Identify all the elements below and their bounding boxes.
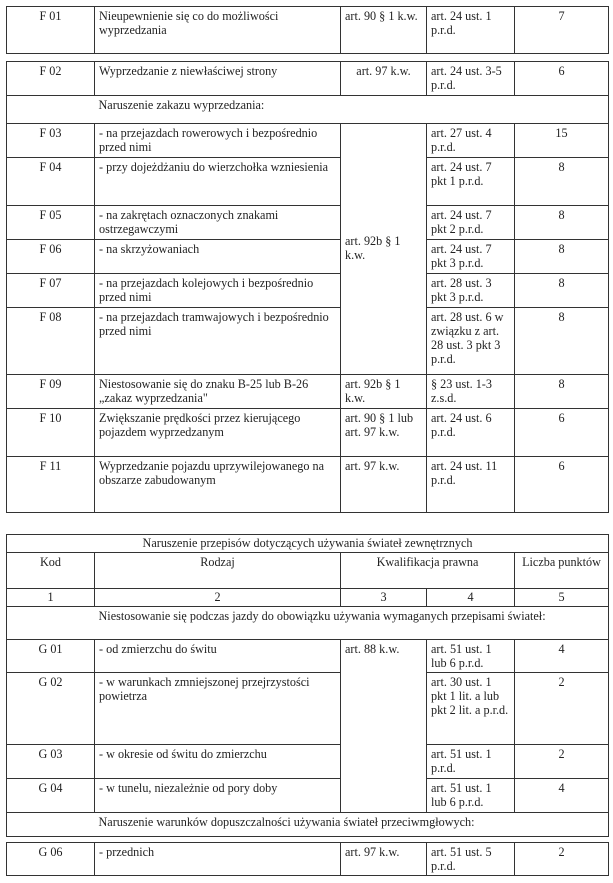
code-cell: F 11 bbox=[7, 457, 95, 513]
code-cell: F 03 bbox=[7, 124, 95, 158]
table-title: Naruszenie przepisów dotyczących używania świateł zewnętrznych bbox=[7, 535, 609, 553]
prd-cell: art. 30 ust. 1 pkt 1 lit. a lub pkt 2 lit. a p.r.d. bbox=[427, 673, 515, 745]
code-cell: F 05 bbox=[7, 206, 95, 240]
header-points: Liczba punktów bbox=[515, 553, 609, 589]
table-row bbox=[7, 779, 609, 813]
code-cell: F 08 bbox=[7, 308, 95, 375]
points-cell: 2 bbox=[515, 673, 609, 745]
code-cell: F 06 bbox=[7, 240, 95, 274]
prd-cell: art. 24 ust. 1 p.r.d. bbox=[427, 7, 515, 54]
code-cell: F 01 bbox=[7, 7, 95, 54]
desc-cell: Wyprzedzanie pojazdu uprzywilejowanego na obszarze zabudowanym bbox=[95, 457, 341, 513]
prd-cell: art. 24 ust. 7 pkt 2 p.r.d. bbox=[427, 206, 515, 240]
points-cell: 2 bbox=[515, 745, 609, 779]
points-cell: 8 bbox=[515, 375, 609, 409]
code-cell: F 07 bbox=[7, 274, 95, 308]
kw-cell: art. 90 § 1 k.w. bbox=[341, 7, 427, 54]
prd-cell: art. 51 ust. 1 lub 6 p.r.d. bbox=[427, 640, 515, 673]
kw-merged-cell: art. 88 k.w. bbox=[341, 640, 427, 813]
kw-cell: art. 92b § 1 k.w. bbox=[341, 375, 427, 409]
kw-cell: art. 97 k.w. bbox=[341, 457, 427, 513]
code-cell: F 10 bbox=[7, 409, 95, 457]
points-cell: 6 bbox=[515, 62, 609, 96]
desc-cell: - przy dojeżdżaniu do wierzchołka wzniesienia bbox=[95, 158, 341, 206]
points-cell: 7 bbox=[515, 7, 609, 54]
group-row bbox=[7, 813, 609, 837]
points-cell: 8 bbox=[515, 206, 609, 240]
prd-cell: art. 24 ust. 6 p.r.d. bbox=[427, 409, 515, 457]
desc-cell: - od zmierzchu do świtu bbox=[95, 640, 341, 673]
desc-cell: - na przejazdach tramwajowych i bezpośrednio przed nimi bbox=[95, 308, 341, 375]
desc-cell: - w warunkach zmniejszonej przejrzystości powietrza bbox=[95, 673, 341, 745]
code-cell: F 02 bbox=[7, 62, 95, 96]
offense-table-g bbox=[6, 534, 609, 876]
table-row bbox=[7, 240, 609, 274]
table-row bbox=[7, 206, 609, 240]
prd-cell: art. 51 ust. 1 p.r.d. bbox=[427, 745, 515, 779]
prd-cell: art. 24 ust. 3-5 p.r.d. bbox=[427, 62, 515, 96]
prd-cell: art. 51 ust. 5 p.r.d. bbox=[427, 843, 515, 876]
desc-cell: - w tunelu, niezależnie od pory doby bbox=[95, 779, 341, 813]
prd-cell: § 23 ust. 1-3 z.s.d. bbox=[427, 375, 515, 409]
code-cell: G 04 bbox=[7, 779, 95, 813]
table-row bbox=[7, 409, 609, 457]
col-number: 2 bbox=[95, 589, 341, 607]
points-cell: 8 bbox=[515, 240, 609, 274]
offense-table-f bbox=[6, 6, 609, 513]
prd-cell: art. 51 ust. 1 lub 6 p.r.d. bbox=[427, 779, 515, 813]
group-label: Niestosowanie się podczas jazdy do obowiązku używania wymaganych przepisami świateł: bbox=[95, 607, 609, 640]
points-cell: 15 bbox=[515, 124, 609, 158]
col-number: 1 bbox=[7, 589, 95, 607]
col-number: 3 bbox=[341, 589, 427, 607]
points-cell: 6 bbox=[515, 457, 609, 513]
desc-cell: - na skrzyżowaniach bbox=[95, 240, 341, 274]
kw-cell: art. 97 k.w. bbox=[341, 62, 427, 96]
col-number: 4 bbox=[427, 589, 515, 607]
table-row bbox=[7, 843, 609, 876]
desc-cell: - na zakrętach oznaczonych znakami ostrzegawczymi bbox=[95, 206, 341, 240]
kw-cell: art. 97 k.w. bbox=[341, 843, 427, 876]
prd-cell: art. 27 ust. 4 p.r.d. bbox=[427, 124, 515, 158]
code-cell: G 01 bbox=[7, 640, 95, 673]
desc-cell: - przednich bbox=[95, 843, 341, 876]
table-row bbox=[7, 308, 609, 375]
points-cell: 4 bbox=[515, 640, 609, 673]
code-cell: F 09 bbox=[7, 375, 95, 409]
prd-cell: art. 24 ust. 7 pkt 1 p.r.d. bbox=[427, 158, 515, 206]
points-cell: 2 bbox=[515, 843, 609, 876]
header-row bbox=[7, 553, 609, 589]
table-row bbox=[7, 745, 609, 779]
points-cell: 8 bbox=[515, 308, 609, 375]
desc-cell: Nieupewnienie się co do możliwości wyprzedzania bbox=[95, 7, 341, 54]
desc-cell: - na przejazdach kolejowych i bezpośrednio przed nimi bbox=[95, 274, 341, 308]
table-row bbox=[7, 375, 609, 409]
kw-merged-cell: art. 92b § 1 k.w. bbox=[341, 124, 427, 375]
code-cell: G 03 bbox=[7, 745, 95, 779]
group-label: Naruszenie warunków dopuszczalności używania świateł przeciwmgłowych: bbox=[95, 813, 609, 837]
points-cell: 8 bbox=[515, 158, 609, 206]
table-row bbox=[7, 274, 609, 308]
prd-cell: art. 24 ust. 11 p.r.d. bbox=[427, 457, 515, 513]
desc-cell: Wyprzedzanie z niewłaściwej strony bbox=[95, 62, 341, 96]
code-cell: G 06 bbox=[7, 843, 95, 876]
kw-cell: art. 90 § 1 lub art. 97 k.w. bbox=[341, 409, 427, 457]
group-label: Naruszenie zakazu wyprzedzania: bbox=[95, 96, 609, 124]
table-row bbox=[7, 62, 609, 96]
points-cell: 6 bbox=[515, 409, 609, 457]
table-row bbox=[7, 673, 609, 745]
header-type: Rodzaj bbox=[95, 553, 341, 589]
desc-cell: - na przejazdach rowerowych i bezpośrednio przed nimi bbox=[95, 124, 341, 158]
code-cell: G 02 bbox=[7, 673, 95, 745]
group-row bbox=[7, 607, 609, 640]
table-row bbox=[7, 158, 609, 206]
col-number: 5 bbox=[515, 589, 609, 607]
table-row bbox=[7, 7, 609, 54]
prd-cell: art. 28 ust. 3 pkt 3 p.r.d. bbox=[427, 274, 515, 308]
table-row bbox=[7, 640, 609, 673]
desc-cell: Zwiększanie prędkości przez kierującego pojazdem wyprzedzanym bbox=[95, 409, 341, 457]
number-row bbox=[7, 589, 609, 607]
code-cell: F 04 bbox=[7, 158, 95, 206]
prd-cell: art. 24 ust. 7 pkt 3 p.r.d. bbox=[427, 240, 515, 274]
points-cell: 8 bbox=[515, 274, 609, 308]
desc-cell: Niestosowanie się do znaku B-25 lub B-26 „zakaz wyprzedzania" bbox=[95, 375, 341, 409]
header-code: Kod bbox=[7, 553, 95, 589]
desc-cell: - w okresie od świtu do zmierzchu bbox=[95, 745, 341, 779]
header-qualification: Kwalifikacja prawna bbox=[341, 553, 515, 589]
title-row bbox=[7, 535, 609, 553]
group-row bbox=[7, 96, 609, 124]
prd-cell: art. 28 ust. 6 w związku z art. 28 ust. 3 pkt 3 p.r.d. bbox=[427, 308, 515, 375]
table-row bbox=[7, 124, 609, 158]
table-row bbox=[7, 457, 609, 513]
points-cell: 4 bbox=[515, 779, 609, 813]
